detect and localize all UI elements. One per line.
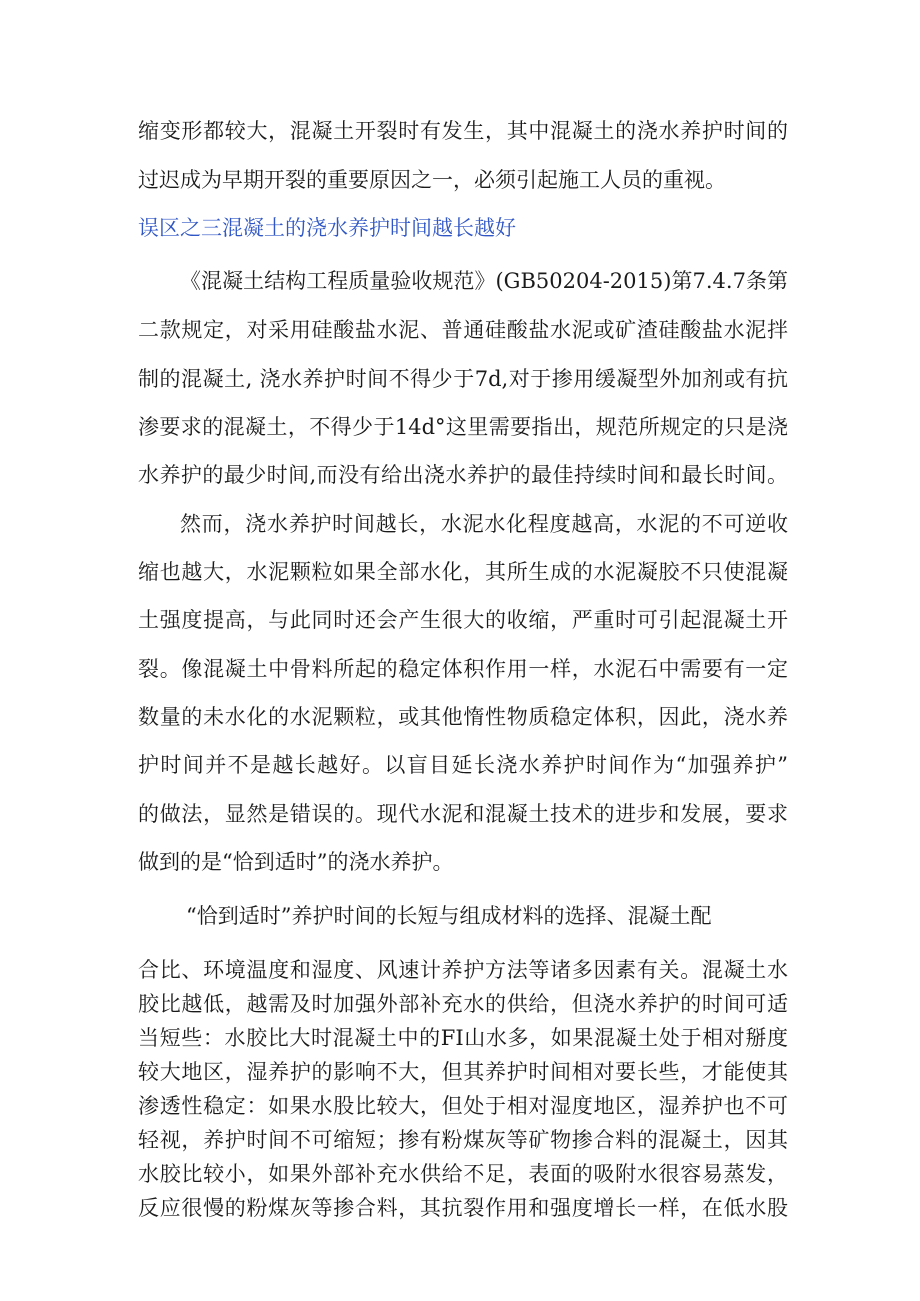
text-line: 做到的是“恰到适时”的浇水养护。 [138,850,454,874]
text-line: 数量的未水化的水泥颗粒，或其他惰性物质稳定体积，因此，浇水养 [138,705,788,729]
text-line: “恰到适时”养护时间的长短与组成材料的选择、混凝土配 [186,904,712,928]
text-line: 二款规定，对采用硅酸盐水泥、普通硅酸盐水泥或矿渣硅酸盐水泥拌 [138,318,788,342]
text-line: 渗要求的混凝土，不得少于14d°这里需要指出，规范所规定的只是浇 [138,415,788,439]
text-line: 制的混凝土, 浇水养护时间不得少于7d,对于掺用缓凝型外加剂或有抗 [138,367,788,391]
text-line: 缩变形都较大，混凝土开裂时有发生，其中混凝土的浇水养护时间的 [138,119,788,143]
section-heading: 误区之三混凝土的浇水养护时间越长越好 [138,216,516,240]
text-line: 护时间并不是越长越好。以盲目延长浇水养护时间作为“加强养护” [138,753,788,777]
text-line: 轻视，养护时间不可缩短；掺有粉煤灰等矿物掺合料的混凝土，因其 [138,1128,788,1152]
text-line: 缩也越大，水泥颗粒如果全部水化，其所生成的水泥凝胶不只使混凝 [138,560,788,584]
text-line: 合比、环境温度和湿度、风速计养护方法等诸多因素有关。混凝土水 [138,958,788,982]
text-line: 的做法，显然是错误的。现代水泥和混凝土技术的进步和发展，要求 [138,802,788,826]
text-line: 当短些：水胶比大时混凝土中的FI山水多，如果混凝土处于相对掰度 [138,1026,788,1050]
text-line: 过迟成为早期开裂的重要原因之一，必须引起施工人员的重视。 [138,168,726,192]
text-line: 渗透性稳定：如果水股比较大，但处于相对湿度地区，湿养护也不可 [138,1094,788,1118]
text-line: 水胶比较小，如果外部补充水供给不足，表面的吸附水很容易蒸发， [138,1162,788,1186]
text-line: 然而，浇水养护时间越长，水泥水化程度越高，水泥的不可逆收 [180,512,788,536]
text-line: 《混凝土结构工程质量验收规范》(GB50204-2015)第7.4.7条第 [180,269,788,293]
text-line: 水养护的最少时间,而没有给出浇水养护的最佳持续时间和最长时间。 [138,463,788,487]
text-line: 胶比越低，越需及时加强外部补充水的供给，但浇水养护的时间可适 [138,992,788,1016]
text-line: 裂。像混凝土中骨料所起的稳定体积作用一样，水泥石中需要有一定 [138,657,788,681]
text-line: 反应很慢的粉煤灰等掺合料，其抗裂作用和强度增长一样，在低水股 [138,1196,788,1220]
text-line: 土强度提高，与此同时还会产生很大的收缩，严重时可引起混凝土开 [138,608,788,632]
text-line: 较大地区，湿养护的影响不大，但其养护时间相对要长些，才能使其 [138,1060,788,1084]
